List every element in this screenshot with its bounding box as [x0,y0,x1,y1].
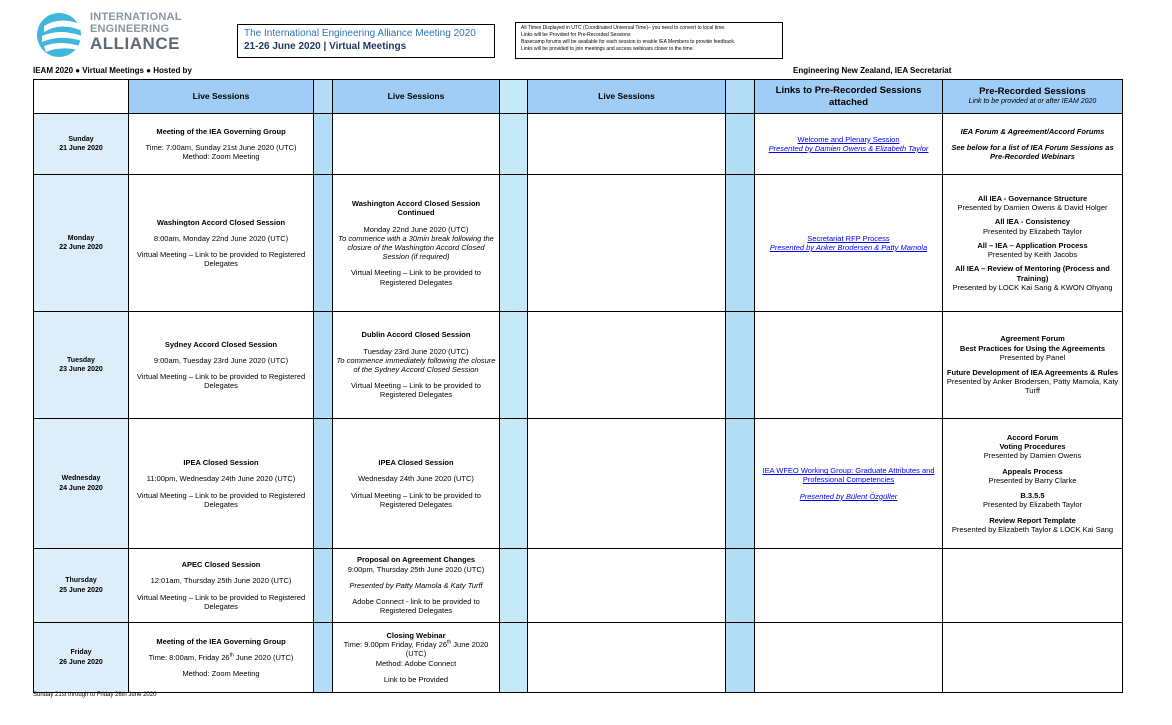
day-row-thursday [34,549,1123,623]
session-cell-empty [528,549,726,623]
header-prerecorded-sessions [943,80,1123,114]
session-note: Virtual Meeting – Link to be provided to Registered Delegates [351,381,481,400]
day-date: 24 June 2020 [59,484,103,492]
header-links-prerecorded: Links to Pre-Recorded Sessions attached [755,80,943,114]
day-name: Monday [67,234,95,242]
spacer-column [500,419,528,549]
spacer-column [500,80,528,114]
prerecorded-cell [943,312,1123,419]
header-row [34,80,1123,114]
session-cell [333,175,500,312]
session-time-part: Time: 8:00am, Friday 26 [148,652,230,662]
session-cell-empty [528,114,726,175]
prerecorded-presenter: Presented by Damien Owens & David Holger [957,203,1108,213]
schedule-table [33,79,1123,693]
session-title: Meeting of the IEA Governing Group [156,636,286,646]
prerecorded-presenter: Presented by Barry Clarke [988,475,1077,485]
session-time-part: June 2020 (UTC) [233,652,294,662]
session-title: Washington Accord Closed Session Continued [351,199,481,218]
session-cell-empty [528,175,726,312]
prerecorded-session-title: Best Practices for Using the Agreements [959,343,1106,353]
prerecorded-cell [943,175,1123,312]
hosted-by-label: IEAM 2020 ● Virtual Meetings ● Hosted by [33,66,192,75]
session-method: Method: Zoom Meeting [182,669,260,679]
session-title: APEC Closed Session [181,560,261,570]
session-note: Virtual Meeting – Link to be provided to Registered Delegates [136,372,306,391]
session-cell [333,549,500,623]
prerecorded-presenter: Presented by Elizabeth Taylor & LOCK Kai Sang [951,524,1114,534]
session-title: Washington Accord Closed Session [156,217,286,227]
session-italic-note: To commence immediately following the closure of the Sydney Accord Closed Session [336,355,496,374]
footer-date-range: Sunday 21st through to Friday 26th June 2020 [33,692,157,698]
session-note: Virtual Meeting – Link to be provided to Registered Delegates [136,490,306,509]
note-line: Links will be provided to join meetings and access webinars closer to the time. [521,46,694,52]
day-date: 25 June 2020 [59,586,103,594]
day-cell [34,312,129,419]
link-cell [755,114,943,175]
session-time: 9:00pm, Thursday 25th June 2020 (UTC) [347,564,485,574]
session-title: Dublin Accord Closed Session [361,330,471,340]
spacer-column [314,419,333,549]
day-row-tuesday [34,312,1123,419]
spacer-column [726,114,755,175]
prerecorded-presenter: Presented by Panel [999,352,1066,362]
header-live-sessions-1: Live Sessions [129,80,314,114]
session-time-part: June 2020 (UTC) [405,640,489,659]
prerecorded-cell [943,114,1123,175]
prerecorded-title: Pre-Recorded Sessions [979,86,1086,98]
spacer-column [726,623,755,693]
prerecorded-presenter: Presented by Damien Owens [983,451,1082,461]
meeting-dates: 21-26 June 2020 | Virtual Meetings [244,41,407,52]
spacer-column [726,549,755,623]
session-presenters: Presented by Patty Mamola & Katy Turff [349,580,483,590]
header-live-sessions-3: Live Sessions [528,80,726,114]
welcome-plenary-link[interactable]: Welcome and Plenary Session [797,134,900,144]
session-title: Meeting of the IEA Governing Group [156,126,286,136]
session-time: 9:00am, Tuesday 23rd June 2020 (UTC) [153,355,289,365]
session-cell-empty [528,419,726,549]
session-title: IPEA Closed Session [183,458,259,468]
session-note: Virtual Meeting – Link to be provided to Registered Delegates [136,250,306,269]
session-time [335,640,497,658]
session-time: 12:01am, Thursday 25th June 2020 (UTC) [150,576,292,586]
session-cell [333,623,500,693]
session-note: Link to be Provided [383,674,449,684]
day-date: 22 June 2020 [59,244,103,251]
notes-box [515,22,783,59]
iea-logo-wordmark [90,12,182,52]
session-italic-note: To commence with a 30min break following the closure of the Washington Accord Closed Session (if required) [338,233,494,262]
day-cell [34,549,129,623]
link-cell-empty [755,549,943,623]
day-name: Friday [70,649,92,657]
prerecorded-session-title: All IEA - Governance Structure [977,194,1088,204]
session-time: Tuesday 23rd June 2020 (UTC) [363,346,469,356]
prerecorded-presenter: Presented by Elizabeth Taylor [982,500,1083,510]
ordinal-suffix: th [229,652,234,659]
day-name: Sunday [68,135,94,143]
session-time-part: Time: 9.00pm Friday, Friday 26 [343,640,448,650]
day-date: 26 June 2020 [59,658,103,666]
session-time: Monday 22nd June 2020 (UTC) [363,224,469,234]
prerecorded-session-title: Voting Procedures [999,442,1066,452]
iea-logo-mark-icon [36,12,84,58]
prerecorded-presenter: Presented by Keith Jacobs [987,250,1078,260]
link-cell [755,419,943,549]
session-cell [129,623,314,693]
session-cell-empty [528,312,726,419]
prerecorded-subtitle: Link to be provided at or after IEAM 2020 [968,98,1097,106]
session-title: IPEA Closed Session [378,458,454,468]
spacer-column [314,623,333,693]
spacer-column [726,312,755,419]
session-note: Virtual Meeting – Link to be provided to Registered Delegates [351,268,481,287]
session-method: Method: Zoom Meeting [182,152,260,162]
wfeo-working-group-link[interactable]: IEA WFEO Working Group: Graduate Attributes and Professional Competencies [762,466,935,485]
session-title: Proposal on Agreement Changes [356,555,476,565]
prerecorded-cell-empty [943,623,1123,693]
header-live-sessions-2: Live Sessions [333,80,500,114]
secretariat-rfp-link[interactable]: Secretariat RFP Process [807,233,890,243]
session-method: Method: Adobe Connect [375,658,457,668]
session-cell [333,419,500,549]
day-date: 23 June 2020 [59,366,103,373]
day-row-wednesday [34,419,1123,549]
prerecorded-session-title: Appeals Process [1002,466,1063,476]
session-cell-empty [528,623,726,693]
session-time: 8:00am, Monday 22nd June 2020 (UTC) [153,233,289,243]
day-row-sunday [34,114,1123,175]
day-row-monday [34,175,1123,312]
day-name: Wednesday [61,475,101,483]
spacer-column [314,549,333,623]
session-title: Sydney Accord Closed Session [164,339,278,349]
spacer-column [726,419,755,549]
session-cell-empty [333,114,500,175]
ordinal-suffix: th [447,639,452,646]
prerecorded-session-title: B.3.5.5 [1020,491,1045,501]
session-cell [333,312,500,419]
prerecorded-session-title: All IEA – Review of Mentoring (Process and Training) [955,264,1110,283]
spacer-column [314,80,333,114]
prerecorded-presenter: Presented by LOCK Kai Sang & KWON Ohyang [952,282,1113,292]
spacer-column [500,175,528,312]
spacer-column [726,80,755,114]
session-time: Wednesday 24th June 2020 (UTC) [358,474,474,484]
session-cell [129,419,314,549]
presenter-link[interactable]: Presented by Damien Owens & Elizabeth Taylor [768,144,929,153]
spacer-column [500,549,528,623]
day-cell [34,175,129,312]
session-title: Closing Webinar [386,630,446,640]
prerecorded-forum-title: Accord Forum [1006,433,1059,443]
prerecorded-session-title: All IEA - Consistency [994,217,1071,227]
prerecorded-session-title: Future Development of IEA Agreements & Rules [946,368,1119,377]
spacer-column [500,623,528,693]
meeting-title: The International Engineering Alliance Meeting 2020 [244,28,476,39]
session-note: Adobe Connect - link to be provided to Registered Delegates [352,597,480,616]
link-cell [755,175,943,312]
logo-line-3: ALLIANCE [90,34,180,53]
link-cell-empty [755,623,943,693]
session-time: Time: 7:00am, Sunday 21st June 2020 (UTC) [145,142,297,152]
prerecorded-forum-title: Agreement Forum [1000,334,1065,344]
logo-line-1: INTERNATIONAL [90,11,182,23]
day-cell [34,114,129,175]
spacer-column [726,175,755,312]
prerecorded-cell [943,419,1123,549]
day-name: Thursday [65,577,97,585]
forum-note: See below for a list of IEA Forum Sessions as Pre-Recorded Webinars [951,142,1114,162]
header-corner [34,80,129,114]
spacer-column [314,175,333,312]
host-organisation: Engineering New Zealand, IEA Secretariat [793,66,952,75]
spacer-column [314,114,333,175]
prerecorded-cell-empty [943,549,1123,623]
session-time [131,653,311,662]
spacer-column [500,312,528,419]
session-cell [129,175,314,312]
note-line: Links will be Provided for Pre-Recorded Sessions [521,32,631,38]
meeting-title-box [237,24,495,58]
note-line: Basecamp forums will be available for each session to enable IEA Members to provide feedback. [521,39,736,45]
day-cell [34,623,129,693]
session-cell [129,549,314,623]
spacer-column [500,114,528,175]
spacer-column [314,312,333,419]
session-cell [129,312,314,419]
session-note: Virtual Meeting – Link to be provided to Registered Delegates [136,592,306,611]
session-note: Virtual Meeting – Link to be provided to Registered Delegates [351,490,481,509]
link-cell-empty [755,312,943,419]
iea-logo [36,10,186,60]
logo-line-2: ENGINEERING [90,22,170,35]
presenter-link[interactable]: Presented by Anker Brodersen & Patty Mamola [769,243,928,252]
day-date: 21 June 2020 [59,145,103,152]
session-cell [129,114,314,175]
prerecorded-presenter: Presented by Elizabeth Taylor [982,226,1083,236]
forum-heading: IEA Forum & Agreement/Accord Forums [960,126,1105,136]
prerecorded-session-title: All – IEA – Application Process [977,240,1088,250]
session-time: 11:00pm, Wednesday 24th June 2020 (UTC) [146,474,296,484]
day-row-friday [34,623,1123,693]
day-cell [34,419,129,549]
presenter-link[interactable]: Presented by Bülent Özgüller [799,491,898,501]
note-line: All Times Displayed in UTC (Coordinated Universal Time)– you need to convert to local time. [521,25,726,31]
prerecorded-session-title: Review Report Template [989,515,1076,525]
day-name: Tuesday [67,356,95,364]
prerecorded-presenter: Presented by Anker Brodersen, Patty Mamola, Katy Turff [946,377,1119,396]
